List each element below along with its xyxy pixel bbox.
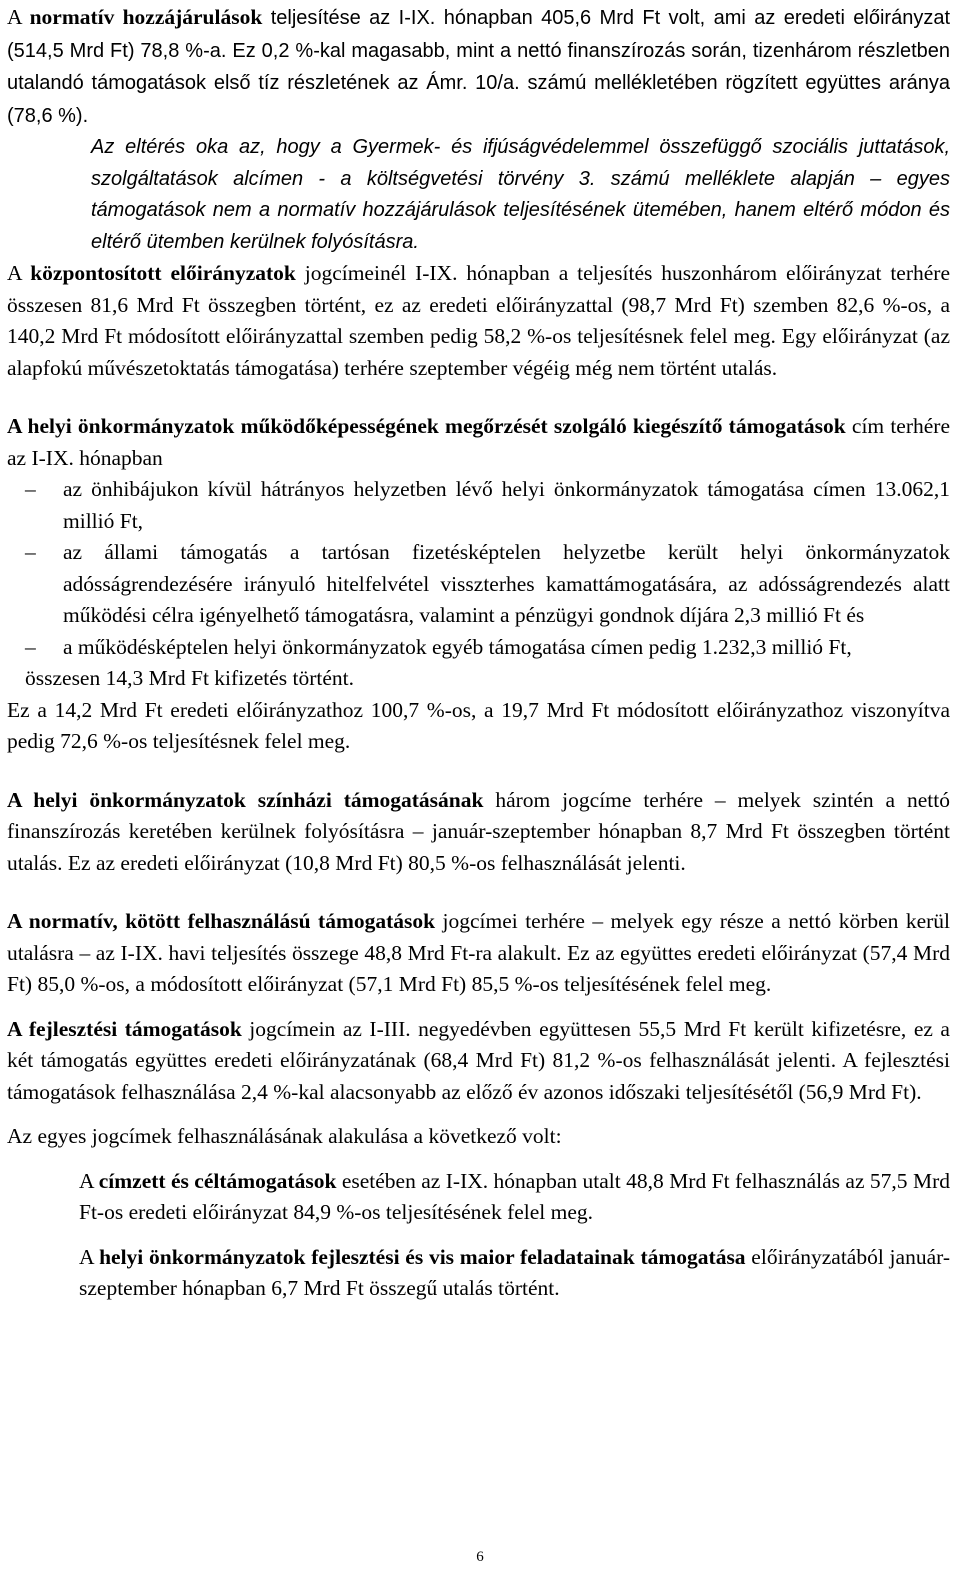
paragraph-development-support (7, 1014, 950, 1109)
text: jogcímein az I-III. negyedévben együttesen 55,5 Mrd Ft került kifizetésre, ez a két támogatás együttes eredeti előirányzatának (68,4 Mrd Ft) 81,2 %-os felhasználását jelenti. A fejlesztési támogatások felhasználása 2,4 %-kal alacsonyabb az előző év azonos időszaki teljesítésétől (56,9 Mrd Ft). (7, 1016, 950, 1104)
text: A (7, 5, 30, 29)
text: előirányzatából január-szeptember hónapban 6,7 Mrd Ft összegű utalás történt. (79, 1244, 950, 1300)
text: cím terhére az I-IX. hónapban (7, 414, 950, 470)
text: A (7, 261, 31, 285)
text: jogcímeinél I-IX. hónapban a teljesítés huszonhárom előirányzat terhére összesen 81,6 Mrd Ft összegben történt, ez az eredeti előirányzattal (98,7 Mrd Ft) szemben 82,6 %-os, a 140,2 Mrd Ft módosított előirányzattal szemben pedig 58,2 %-os teljesítésnek felel meg. Egy előirányzat (az alapfokú művészetoktatás támogatása) terhére szeptember végéig még nem történt utalás. (7, 261, 950, 380)
dash-bullet: – (25, 540, 36, 564)
paragraph-normative-contributions (7, 2, 950, 132)
text: három jogcíme terhére – melyek szintén a nettó finanszírozás keretében kerülnek folyósításra – január-szeptember hónapban 8,7 Mrd Ft összegben történt utalás. Ez az eredeti előirányzat (10,8 Mrd Ft) 80,5 %-os felhasználását jelenti. (7, 787, 950, 875)
list-item (7, 474, 950, 537)
list-item-text: az önhibájukon kívül hátrányos helyzetben lévő helyi önkormányzatok támogatása címen 13.062,1 millió Ft, (63, 477, 950, 533)
list-item (7, 632, 950, 664)
paragraph-deviation-explanation: Az eltérés oka az, hogy a Gyermek- és ifjúságvédelemmel összefüggő szociális juttatások, szolgáltatások alcímen - a költségvetési törvény 3. számú melléklete alapján – egyes támogatások nem a normatív hozzájárulások teljesítésének ütemében, hanem eltérő módon és eltérő ütemben kerülnek folyósításra. (91, 136, 950, 253)
text: teljesítése az I-IX. hónapban 405,6 Mrd Ft volt, ami az eredeti előirányzat (514,5 Mrd Ft) 78,8 %-a. Ez 0,2 %-kal magasabb, mint a nettó finanszírozás során, tizenhárom részletben utalandó támogatások első tíz részletének az Ámr. 10/a. számú mellékletében rögzített együttes aránya (78,6 %). (7, 7, 951, 127)
bold-term: A helyi önkormányzatok színházi támogatásának (7, 787, 484, 812)
paragraph-targeted-grants (7, 1166, 950, 1229)
list-item-text: a működésképtelen helyi önkormányzatok egyéb támogatása címen pedig 1.232,3 millió Ft, (63, 634, 852, 659)
dash-list (7, 474, 950, 695)
paragraph-vis-maior (7, 1242, 950, 1305)
text: jogcímei terhére – melyek egy része a nettó körben kerül utalásra – az I-IX. havi teljesítés összege 48,8 Mrd Ft-ra alakult. Ez az együttes eredeti előirányzat (57,4 Mrd Ft) 85,0 %-os, a módosított előirányzat (57,1 Mrd Ft) 85,5 %-os teljesítésének felel meg. (7, 909, 951, 996)
page-number: 6 (476, 1549, 484, 1565)
text: esetében az I-IX. hónapban utalt 48,8 Mrd Ft felhasználás az 57,5 Mrd Ft-os eredeti előirányzat 84,9 %-os teljesítésének felel meg. (79, 1168, 950, 1224)
list-total: összesen 14,3 Mrd Ft kifizetés történt. (25, 666, 355, 690)
text: A (79, 1244, 100, 1269)
bold-term: központosított előirányzatok (30, 261, 296, 285)
paragraph-bound-use-support (7, 906, 950, 1001)
bold-term: címzett és céltámogatások (98, 1168, 337, 1193)
bold-term: A fejlesztési támogatások (7, 1016, 242, 1041)
paragraph-percent-comparison: Ez a 14,2 Mrd Ft eredeti előirányzathoz 100,7 %-os, a 19,7 Mrd Ft módosított előirányzathoz viszonyítva pedig 72,6 %-os teljesítésnek felel meg. (7, 697, 950, 753)
paragraph-usage-intro: Az egyes jogcímek felhasználásának alakulása a következő volt: (7, 1124, 562, 1148)
bold-term: A normatív, kötött felhasználású támogatások (7, 909, 436, 933)
paragraph-centralized-appropriations (7, 258, 950, 384)
dash-bullet: – (25, 634, 36, 659)
bold-term: normatív hozzájárulások (29, 5, 263, 29)
text: A (79, 1168, 99, 1193)
list-item-text: az állami támogatás a tartósan fizetésképtelen helyzetbe került helyi önkormányzatok adósságrendezésére irányuló hitelfelvétel visszterhes kamattámogatására, az adósságrendezés alatt működési célra igényelhető támogatásra, valamint a pénzügyi gondnok díjára 2,3 millió Ft és (63, 540, 950, 627)
list-item (7, 537, 950, 632)
paragraph-supplementary-support (7, 411, 950, 474)
document-page (7, 0, 950, 1305)
paragraph-theatre-support (7, 785, 950, 880)
dash-bullet: – (25, 477, 36, 501)
bold-term: A helyi önkormányzatok működőképességének megőrzését szolgáló kiegészítő támogatások (7, 414, 846, 438)
bold-term: helyi önkormányzatok fejlesztési és vis maior feladatainak támogatása (99, 1244, 746, 1269)
